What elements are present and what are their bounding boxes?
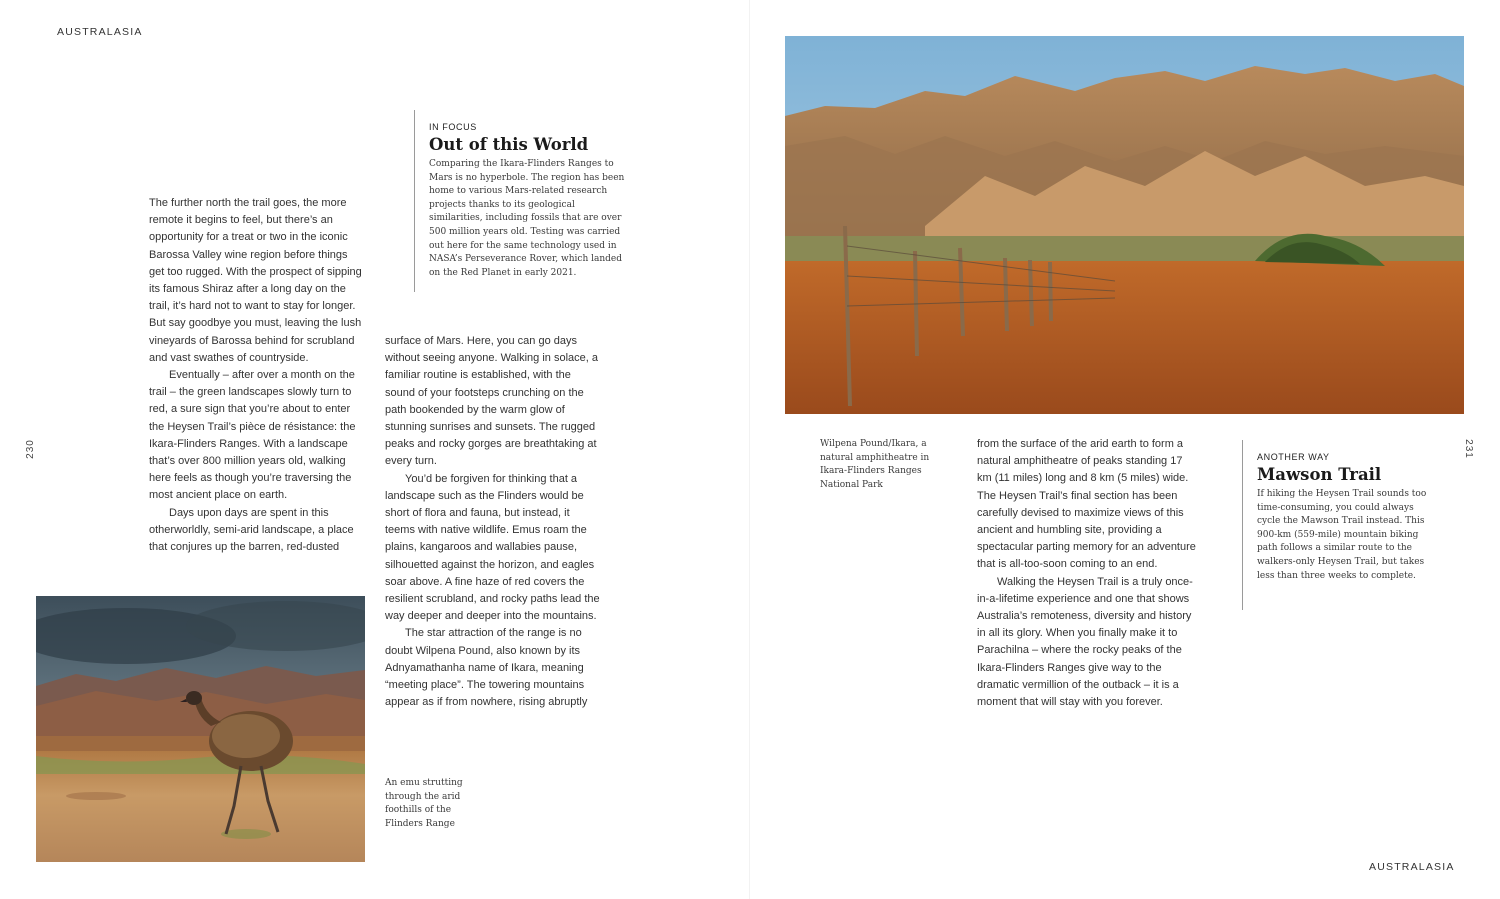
wilpena-pound-photo — [785, 36, 1464, 414]
running-head-left: AUSTRALASIA — [57, 26, 143, 38]
sidebar-text: Comparing the Ikara-Flinders Ranges to Mars is no hyperbole. The region has been home to various Mars-related research projects thanks to its geological similarities, including fossils that are over 500 million years old. Testing was carried out here for the same technology used in NASA’s Perseverance Rover, which landed on the Red Planet in early 2021. — [429, 159, 625, 278]
sidebar-title: Out of this World — [429, 135, 589, 154]
body-column-3 — [977, 436, 1196, 711]
body-column-1 — [149, 195, 365, 556]
emu-photo — [36, 596, 365, 862]
paragraph: Walking the Heysen Trail is a truly once-in-a-lifetime experience and one that shows Australia’s remoteness, diversity and history in all its glory. When you finally make it to Parachilna – where the rocky peaks of the Ikara-Flinders Ranges give way to the dramatic vermillion of the outback – it is a moment that will stay with you forever. — [977, 575, 1193, 709]
running-head-right: AUSTRALASIA — [1369, 861, 1455, 873]
emu-caption: An emu strutting through the arid foothills of the Flinders Range — [385, 778, 463, 829]
paragraph: from the surface of the arid earth to form a natural amphitheatre of peaks standing 17 km (11 miles) long and 8 km (5 miles) wide. The Heysen Trail’s final section has been carefully devised to maximize views of this ancient and humbling site, providing a spectacular parting memory for an adventure that is all-too-soon coming to an end. — [977, 438, 1196, 571]
sidebar-title: Mawson Trail — [1257, 465, 1382, 484]
paragraph: The further north the trail goes, the more remote it begins to feel, but there’s an opportunity for a treat or two in the iconic Barossa Valley wine region before things get too rugged. With the prospect of sipping its famous Shiraz after a long day on the trail, it’s hard not to want to stay for longer. But say goodbye you must, leaving the lush vineyards of Barossa behind for scrubland and vast swathes of countryside. — [149, 197, 362, 364]
paragraph: Days upon days are spent in this otherworldly, semi-arid landscape, a place that conjures up the barren, red-dusted — [149, 506, 354, 554]
sidebar-kicker: ANOTHER WAY — [1257, 452, 1330, 462]
sidebar-kicker: IN FOCUS — [429, 122, 477, 132]
paragraph: surface of Mars. Here, you can go days without seeing anyone. Walking in solace, a familiar routine is established, with the sound of your footsteps crunching on the path bookended by the warm glow of stunning sunrises and sunsets. The rugged peaks and rocky gorges are breathtaking at every turn. — [385, 335, 598, 468]
in-focus-sidebar — [414, 110, 625, 292]
paragraph: Eventually – after over a month on the trail – the green landscapes slowly turn to red, a sure sign that you’re about to enter the Heysen Trail’s pièce de résistance: the Ikara-Flinders Ranges. With a landscape that’s over 800 million years old, walking here feels as though you’re traversing the most ancient place on earth. — [149, 369, 356, 502]
paragraph: The star attraction of the range is no doubt Wilpena Pound, also known by its Adnyamathanha name of Ikara, meaning “meeting place”. The towering mountains appear as if from nowhere, rising abruptly — [385, 627, 588, 709]
spread-gutter — [749, 0, 750, 899]
paragraph: You’d be forgiven for thinking that a landscape such as the Flinders would be short of flora and fauna, but instead, it teems with native wildlife. Emus roam the plains, kangaroos and wallabies pause, silhouetted against the horizon, and eagles soar above. A fine haze of red covers the resilient scrubland, and rocky paths lead the way deeper and deeper into the mountains. — [385, 472, 600, 623]
page-number-left: 230 — [25, 439, 36, 459]
wilpena-caption: Wilpena Pound/Ikara, a natural amphitheatre in Ikara-Flinders Ranges National Park — [820, 439, 930, 490]
body-column-2 — [385, 333, 601, 711]
sidebar-text: If hiking the Heysen Trail sounds too time-consuming, you could always cycle the Mawson Trail instead. This 900-km (559-mile) mountain biking path follows a similar route to the walkers-only Heysen Trail, but takes less than three weeks to complete. — [1257, 489, 1427, 581]
another-way-sidebar — [1242, 440, 1427, 610]
page-number-right: 231 — [1463, 439, 1474, 459]
